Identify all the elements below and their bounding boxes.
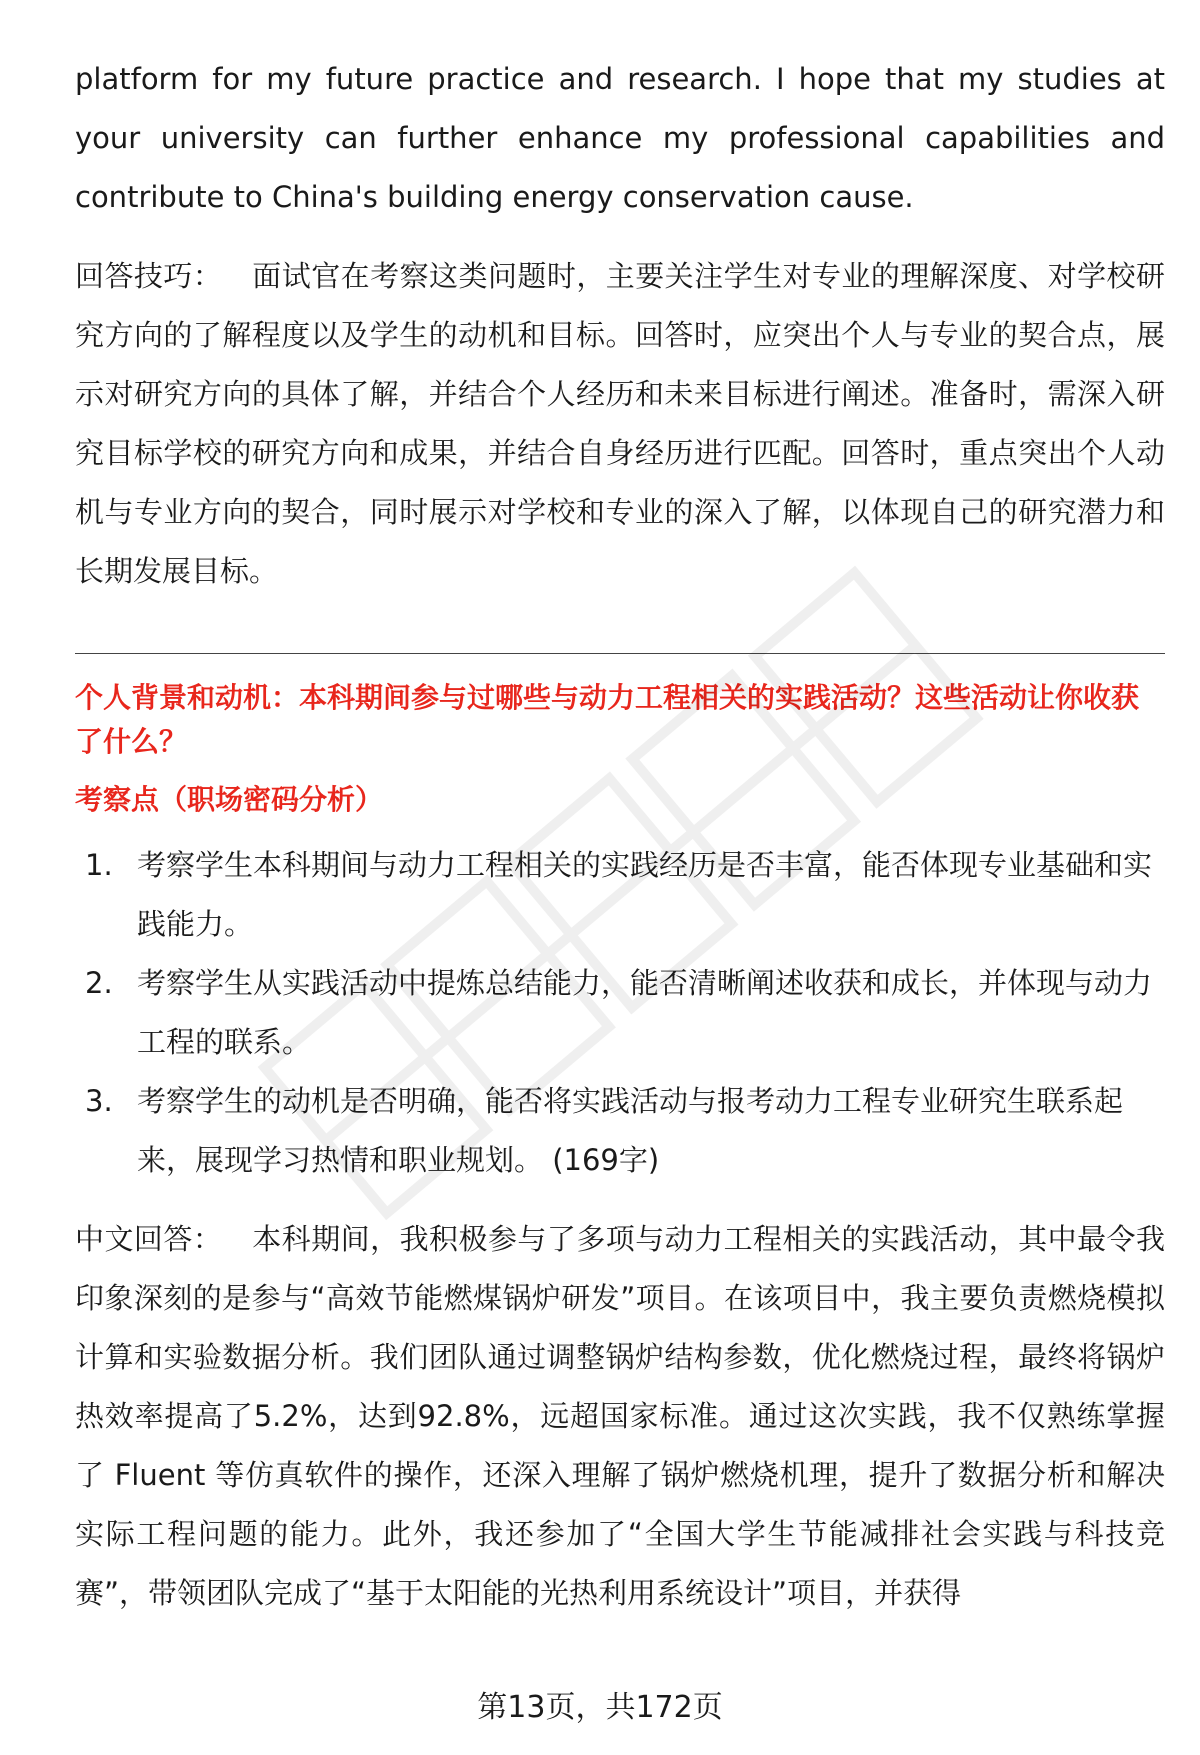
- list-item: [75, 1072, 1165, 1190]
- list-item: [75, 836, 1165, 954]
- list-item-number: 2.: [85, 966, 113, 1000]
- document-page: [75, 50, 1165, 1623]
- list-item-text: 考察学生本科期间与动力工程相关的实践经历是否丰富，能否体现专业基础和实践能力。: [137, 848, 1153, 941]
- chinese-answer-label: 中文回答：: [75, 1222, 223, 1256]
- english-paragraph: platform for my future practice and research. I hope that my studies at your university can further enhance my professional capabilities and contribute to China's building energy conservation cause.: [75, 62, 1165, 214]
- answer-tip-paragraph: [75, 247, 1165, 601]
- assessment-points-list: [75, 836, 1165, 1190]
- question-heading: 个人背景和动机：本科期间参与过哪些与动力工程相关的实践活动？这些活动让你收获了什么？: [75, 681, 1140, 758]
- page-number-footer: 第13页，共172页: [477, 1690, 723, 1725]
- list-item: [75, 954, 1165, 1072]
- list-item-text: 考察学生从实践活动中提炼总结能力，能否清晰阐述收获和成长，并体现与动力工程的联系。: [137, 966, 1153, 1059]
- answer-tip-text: 面试官在考察这类问题时，主要关注学生对专业的理解深度、对学校研究方向的了解程度以及学生的动机和目标。回答时，应突出个人与专业的契合点，展示对研究方向的具体了解，并结合个人经历和未来目标进行阐述。准备时，需深入研究目标学校的研究方向和成果，并结合自身经历进行匹配。回答时，重点突出个人动机与专业方向的契合，同时展示对学校和专业的深入了解，以体现自己的研究潜力和长期发展目标。: [75, 259, 1165, 588]
- answer-tip-label: 回答技巧：: [75, 259, 223, 293]
- assessment-points-heading: 考察点（职场密码分析）: [75, 783, 384, 816]
- section-divider: [75, 653, 1165, 654]
- chinese-answer-paragraph: [75, 1210, 1165, 1623]
- list-item-text: 考察学生的动机是否明确，能否将实践活动与报考动力工程专业研究生联系起来，展现学习热情和职业规划。 (169字): [137, 1084, 1124, 1177]
- list-item-number: 3.: [85, 1084, 113, 1118]
- list-item-number: 1.: [85, 848, 113, 882]
- chinese-answer-text: 本科期间，我积极参与了多项与动力工程相关的实践活动，其中最令我印象深刻的是参与“高效节能燃煤锅炉研发”项目。在该项目中，我主要负责燃烧模拟计算和实验数据分析。我们团队通过调整锅炉结构参数，优化燃烧过程，最终将锅炉热效率提高了5.2%，达到92.8%，远超国家标准。通过这次实践，我不仅熟练掌握了 Fluent 等仿真软件的操作，还深入理解了锅炉燃烧机理，提升了数据分析和解决实际工程问题的能力。此外，我还参加了“全国大学生节能减排社会实践与科技竞赛”，带领团队完成了“基于太阳能的光热利用系统设计”项目，并获得: [75, 1222, 1165, 1610]
